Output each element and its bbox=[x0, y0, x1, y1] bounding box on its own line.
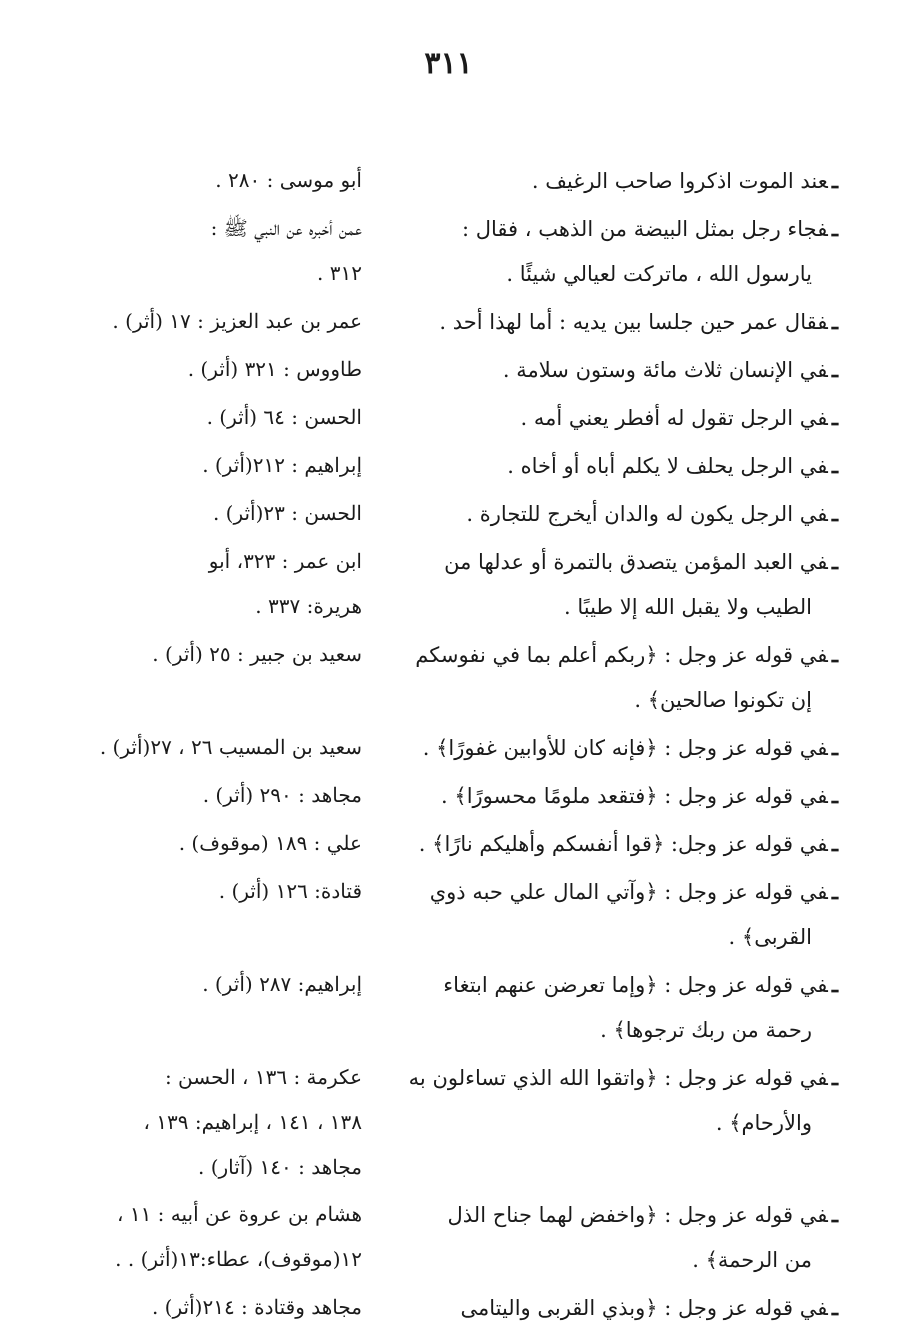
narrator-line: مجاهد وقتادة : ٢١٤(أثر) . bbox=[151, 1295, 362, 1319]
entry-narrator bbox=[78, 962, 398, 1053]
index-entry bbox=[78, 869, 838, 960]
entry-dash: ـ bbox=[831, 216, 838, 241]
topic-line: في قوله عز وجل : ﴿واخفض لهما جناح الذل bbox=[447, 1203, 828, 1227]
topic-line: عند الموت اذكروا صاحب الرغيف . bbox=[531, 169, 828, 193]
index-entry bbox=[78, 347, 838, 393]
entry-narrator bbox=[78, 821, 398, 867]
entry-topic bbox=[398, 395, 838, 441]
narrator-line: علي : ١٨٩ (موقوف) . bbox=[178, 831, 362, 855]
entry-topic bbox=[398, 1192, 838, 1283]
entry-dash: ـ bbox=[831, 1202, 838, 1227]
entry-dash: ـ bbox=[831, 549, 838, 574]
entry-topic bbox=[398, 773, 838, 819]
narrator-line: ابن عمر : ٣٢٣، أبو bbox=[208, 549, 362, 573]
topic-line: يارسول الله ، ماتركت لعيالي شيئًا . bbox=[506, 262, 812, 286]
entry-dash: ـ bbox=[831, 879, 838, 904]
narrator-line: إبراهيم : ٢١٢(أثر) . bbox=[202, 453, 362, 477]
entry-narrator bbox=[78, 1285, 398, 1331]
entry-dash: ـ bbox=[831, 309, 838, 334]
topic-line: في قوله عز وجل : ﴿وبذي القربى واليتامى bbox=[460, 1296, 828, 1320]
entry-topic bbox=[398, 632, 838, 723]
entry-narrator bbox=[78, 347, 398, 393]
index-entry bbox=[78, 1192, 838, 1283]
entry-topic bbox=[398, 1285, 838, 1331]
entry-dash: ـ bbox=[831, 735, 838, 760]
index-entry bbox=[78, 443, 838, 489]
entry-narrator bbox=[78, 299, 398, 345]
entry-dash: ـ bbox=[831, 642, 838, 667]
index-entry bbox=[78, 158, 838, 204]
entry-dash: ـ bbox=[831, 453, 838, 478]
entry-narrator bbox=[78, 443, 398, 489]
topic-line: في قوله عز وجل : ﴿فإنه كان للأوابين غفورًا﴾ . bbox=[422, 736, 828, 760]
topic-line: في قوله عز وجل : ﴿وآتي المال علي حبه ذوي bbox=[429, 880, 828, 904]
topic-line: في الإنسان ثلاث مائة وستون سلامة . bbox=[502, 358, 828, 382]
index-entry bbox=[78, 395, 838, 441]
topic-line: في الرجل يحلف لا يكلم أباه أو أخاه . bbox=[507, 454, 828, 478]
entry-topic bbox=[398, 725, 838, 771]
entry-narrator bbox=[78, 158, 398, 204]
entry-topic bbox=[398, 443, 838, 489]
entry-narrator bbox=[78, 491, 398, 537]
entry-dash: ـ bbox=[831, 357, 838, 382]
page-number: ٣١١ bbox=[424, 46, 473, 81]
topic-line: القربى﴾ . bbox=[728, 925, 812, 949]
entry-dash: ـ bbox=[831, 1295, 838, 1320]
index-entry bbox=[78, 299, 838, 345]
entry-topic bbox=[398, 206, 838, 297]
topic-line: في قوله عز وجل : ﴿واتقوا الله الذي تساءلون به bbox=[408, 1066, 828, 1090]
topic-line: في الرجل يكون له والدان أيخرج للتجارة . bbox=[466, 502, 828, 526]
index-entry bbox=[78, 1055, 838, 1190]
narrator-line: ٣١٢ . bbox=[317, 261, 362, 285]
entry-narrator bbox=[78, 1055, 398, 1190]
entry-narrator bbox=[78, 725, 398, 771]
narrator-line: طاووس : ٣٢١ (أثر) . bbox=[187, 357, 362, 381]
topic-line: فقال عمر حين جلسا بين يديه : أما لهذا أحد . bbox=[439, 310, 828, 334]
entry-topic bbox=[398, 869, 838, 960]
topic-line: في قوله عز وجل : ﴿وإما تعرضن عنهم ابتغاء bbox=[443, 973, 828, 997]
entry-dash: ـ bbox=[831, 783, 838, 808]
narrator-line: عكرمة : ١٣٦ ، الحسن : bbox=[164, 1065, 362, 1089]
entry-topic bbox=[398, 347, 838, 393]
narrator-line: إبراهيم: ٢٨٧ (أثر) . bbox=[202, 972, 362, 996]
narrator-line: عمر بن عبد العزيز : ١٧ (أثر) . bbox=[112, 309, 362, 333]
narrator-line: مجاهد : ٢٩٠ (أثر) . bbox=[202, 783, 362, 807]
entry-narrator bbox=[78, 539, 398, 630]
index-entry bbox=[78, 206, 838, 297]
entry-dash: ـ bbox=[831, 831, 838, 856]
topic-line: والأرحام﴾ . bbox=[715, 1111, 812, 1135]
entry-narrator bbox=[78, 1192, 398, 1283]
index-entry bbox=[78, 491, 838, 537]
entry-narrator bbox=[78, 869, 398, 960]
index-entry bbox=[78, 1285, 838, 1331]
topic-line: في العبد المؤمن يتصدق بالتمرة أو عدلها من bbox=[444, 550, 828, 574]
narrator-line: ١٣٨ ، ١٤١ ، إبراهيم: ١٣٩ ، bbox=[143, 1110, 362, 1134]
entry-topic bbox=[398, 821, 838, 867]
entry-topic bbox=[398, 491, 838, 537]
topic-line: في قوله عز وجل : ﴿فتقعد ملومًا محسورًا﴾ . bbox=[441, 784, 828, 808]
topic-line: رحمة من ربك ترجوها﴾ . bbox=[600, 1018, 812, 1042]
narrator-line: هريرة: ٣٣٧ . bbox=[255, 594, 362, 618]
narrator-line: أبو موسى : ٢٨٠ . bbox=[215, 168, 362, 192]
entry-topic bbox=[398, 962, 838, 1053]
narrator-line: قتادة: ١٢٦ (أثر) . bbox=[218, 879, 362, 903]
topic-line: في قوله عز وجل : ﴿ربكم أعلم بما في نفوسكم bbox=[415, 643, 828, 667]
entry-narrator bbox=[78, 773, 398, 819]
index-entry bbox=[78, 773, 838, 819]
entry-dash: ـ bbox=[831, 405, 838, 430]
index-entry bbox=[78, 632, 838, 723]
entry-narrator bbox=[78, 632, 398, 723]
narrator-line: الحسن : ٦٤ (أثر) . bbox=[206, 405, 362, 429]
index-entry bbox=[78, 962, 838, 1053]
narrator-line: هشام بن عروة عن أبيه : ١١ ، bbox=[117, 1202, 362, 1226]
entry-dash: ـ bbox=[831, 972, 838, 997]
entry-topic bbox=[398, 539, 838, 630]
topic-line: من الرحمة﴾ . bbox=[692, 1248, 812, 1272]
narrator-line: مجاهد : ١٤٠ (آثار) . bbox=[197, 1155, 362, 1179]
topic-line: فجاء رجل بمثل البيضة من الذهب ، فقال : bbox=[462, 217, 828, 241]
entry-topic bbox=[398, 158, 838, 204]
narrator-line: سعيد بن المسيب ٢٦ ، ٢٧(أثر) . bbox=[99, 735, 362, 759]
index-entries bbox=[78, 158, 838, 1333]
narrator-line: عمن أخبره عن النبي ﷺ : bbox=[210, 216, 362, 240]
narrator-line: الحسن : ٢٣(أثر) . bbox=[212, 501, 362, 525]
entry-narrator bbox=[78, 395, 398, 441]
entry-narrator bbox=[78, 206, 398, 297]
index-entry bbox=[78, 725, 838, 771]
narrator-line: ١٢(موقوف)، عطاء:١٣(أثر) . . bbox=[115, 1247, 362, 1271]
topic-line: في قوله عز وجل: ﴿قوا أنفسكم وأهليكم نارًا﴾ . bbox=[418, 832, 828, 856]
index-entry bbox=[78, 821, 838, 867]
topic-line: إن تكونوا صالحين﴾ . bbox=[634, 688, 812, 712]
entry-dash: ـ bbox=[831, 168, 838, 193]
entry-topic bbox=[398, 1055, 838, 1190]
entry-dash: ـ bbox=[831, 501, 838, 526]
topic-line: في الرجل تقول له أفطر يعني أمه . bbox=[520, 406, 828, 430]
narrator-line: سعيد بن جبير : ٢٥ (أثر) . bbox=[152, 642, 362, 666]
entry-topic bbox=[398, 299, 838, 345]
entry-dash: ـ bbox=[831, 1065, 838, 1090]
index-entry bbox=[78, 539, 838, 630]
topic-line: الطيب ولا يقبل الله إلا طيبًا . bbox=[563, 595, 812, 619]
